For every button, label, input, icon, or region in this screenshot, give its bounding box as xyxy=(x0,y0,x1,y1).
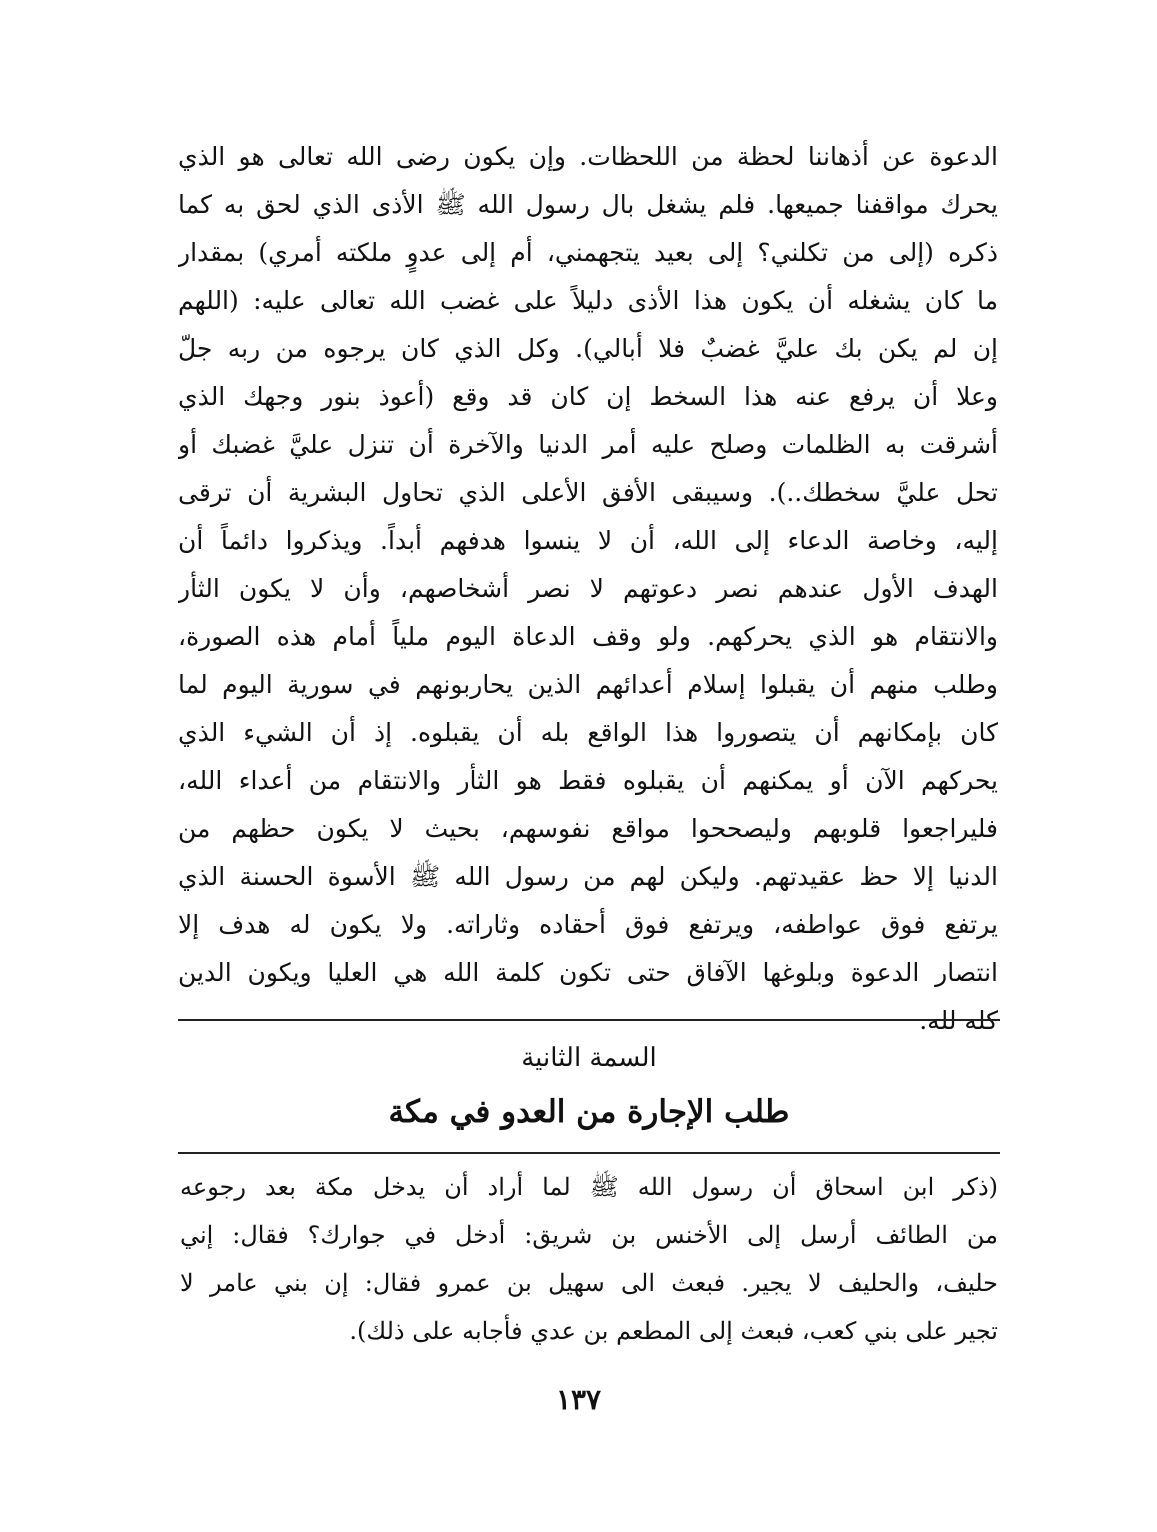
body-line: والانتقام هو الذي يحركهم. ولو وقف الدعاة اليوم ملياً أمام هذه الصورة، xyxy=(178,622,998,651)
body-line: انتصار الدعوة وبلوغها الآفاق حتى تكون كلمة الله هي العليا ويكون الدين xyxy=(178,958,998,987)
page-number: ١٣٧ xyxy=(555,1383,602,1416)
body-paragraph xyxy=(178,133,998,1045)
body-line: أشرقت به الظلمات وصلح عليه أمر الدنيا والآخرة أن تنزل عليَّ غضبك أو xyxy=(178,430,998,459)
body-line: وعلا أن يرفع عنه هذا السخط إن كان قد وقع (أعوذ بنور وجهك الذي xyxy=(178,382,998,411)
body-line: إليه، وخاصة الدعاء إلى الله، أن لا ينسوا هدفهم أبداً. ويذكروا دائماً أن xyxy=(178,526,998,555)
body-line: كله لله. xyxy=(919,1006,998,1035)
section-number-heading: السمة الثانية xyxy=(521,1043,657,1073)
body-line: الدعوة عن أذهاننا لحظة من اللحظات. وإن يكون رضى الله تعالى هو الذي xyxy=(178,142,998,171)
body-line: كان بإمكانهم أن يتصوروا هذا الواقع بله أن يقبلوه. إذ أن الشيء الذي xyxy=(178,718,998,747)
body-line: الهدف الأول عندهم نصر دعوتهم لا نصر أشخاصهم، وأن لا يكون الثأر xyxy=(178,574,998,603)
section-divider-bottom xyxy=(178,1152,1000,1154)
body-line: إن لم يكن بك عليَّ غضبٌ فلا أبالي). وكل الذي كان يرجوه من ربه جلّ xyxy=(178,334,998,363)
body-line: يحرك مواقفنا جميعها. فلم يشغل بال رسول الله ﷺ الأذى الذي لحق به كما xyxy=(178,190,998,219)
body-line: ذكره (إلى من تكلني؟ إلى بعيد يتجهمني، أم إلى عدوٍ ملكته أمري) بمقدار xyxy=(178,238,998,267)
body-line: وطلب منهم أن يقبلوا إسلام أعدائهم الذين يحاربونهم في سورية اليوم لما xyxy=(178,670,998,699)
body-line: تحل عليَّ سخطك..). وسيبقى الأفق الأعلى الذي تحاول البشرية أن ترقى xyxy=(178,478,998,507)
quote-line: تجير على بني كعب، فبعث إلى المطعم بن عدي فأجابه على ذلك). xyxy=(349,1317,998,1345)
quote-line: (ذكر ابن اسحاق أن رسول الله ﷺ لما أراد أن يدخل مكة بعد رجوعه xyxy=(180,1173,998,1201)
body-line: يرتفع فوق عواطفه، ويرتفع فوق أحقاده وثاراته. ولا يكون له هدف إلا xyxy=(178,910,998,939)
body-line: الدنيا إلا حظ عقيدتهم. وليكن لهم من رسول الله ﷺ الأسوة الحسنة الذي xyxy=(178,862,998,891)
body-line: فليراجعوا قلوبهم وليصححوا مواقع نفوسهم، بحيث لا يكون حظهم من xyxy=(178,814,998,843)
body-line: ما كان يشغله أن يكون هذا الأذى دليلاً على غضب الله تعالى عليه: (اللهم xyxy=(178,286,998,315)
section-divider-top xyxy=(178,1019,1000,1021)
quote-paragraph xyxy=(180,1163,998,1355)
section-title-heading: طلب الإجارة من العدو في مكة xyxy=(388,1094,790,1130)
quote-line: من الطائف أرسل إلى الأخنس بن شريق: أدخل في جوارك؟ فقال: إني xyxy=(180,1221,998,1249)
body-line: يحركهم الآن أو يمكنهم أن يقبلوه فقط هو الثأر والانتقام من أعداء الله، xyxy=(178,766,998,795)
quote-line: حليف، والحليف لا يجير. فبعث الى سهيل بن عمرو فقال: إن بني عامر لا xyxy=(180,1269,998,1297)
